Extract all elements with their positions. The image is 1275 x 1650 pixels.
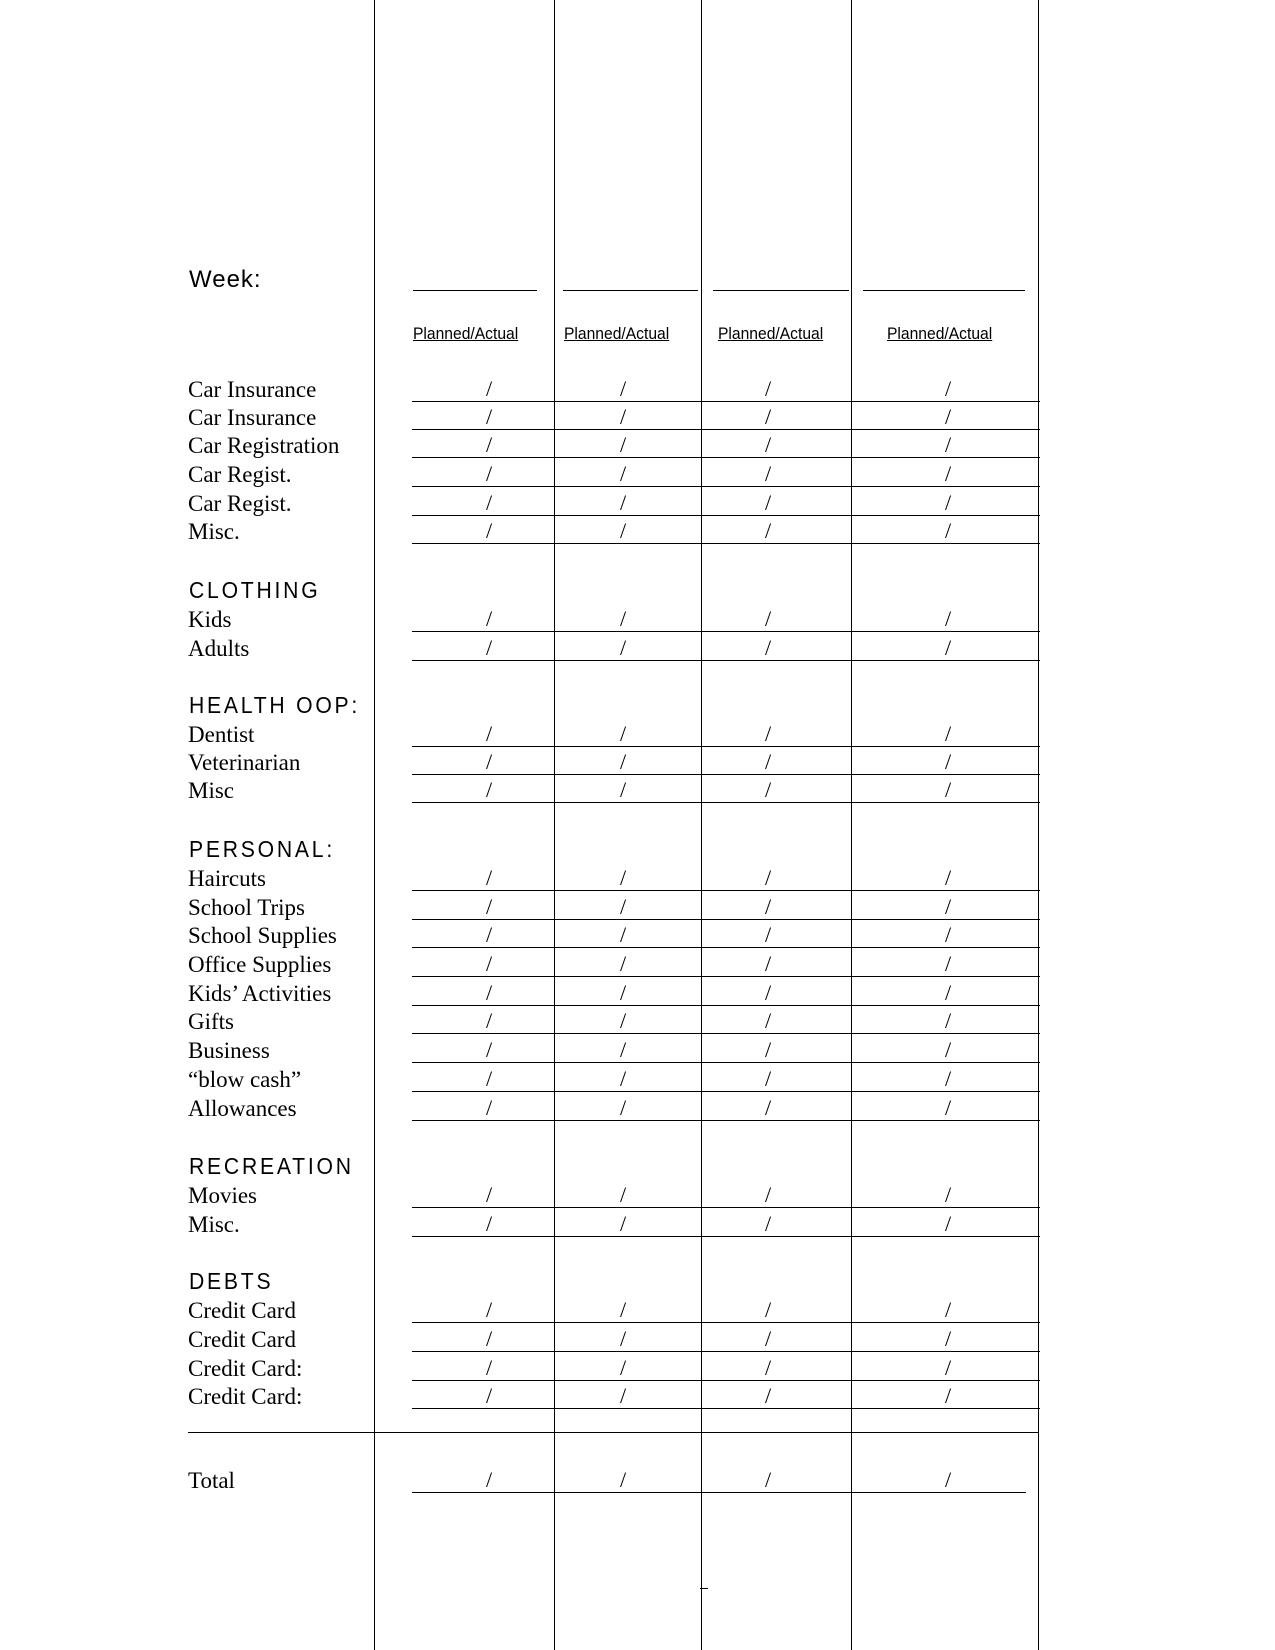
row-slash: / xyxy=(486,1211,493,1236)
row-slash: / xyxy=(945,1326,952,1351)
row-label: Gifts xyxy=(188,1009,234,1034)
row-label: Credit Card: xyxy=(188,1356,303,1381)
column-header-3: Planned/Actual xyxy=(718,324,824,343)
row-entry-line[interactable] xyxy=(412,1236,1040,1237)
row-entry-line[interactable] xyxy=(412,1351,1040,1352)
row-slash: / xyxy=(945,1355,952,1380)
row-slash: / xyxy=(486,606,493,631)
row-slash: / xyxy=(765,1297,772,1322)
row-slash: / xyxy=(620,1037,627,1062)
row-label: Dentist xyxy=(188,722,255,747)
row-entry-line[interactable] xyxy=(412,919,1040,920)
row-slash: / xyxy=(620,490,627,515)
row-slash: / xyxy=(765,404,772,429)
row-slash: / xyxy=(945,1182,952,1207)
row-slash: / xyxy=(765,1383,772,1408)
row-slash: / xyxy=(765,1211,772,1236)
row-entry-line[interactable] xyxy=(412,1322,1040,1323)
row-slash: / xyxy=(765,1037,772,1062)
row-label: Car Registration xyxy=(188,433,340,458)
column-header-1: Planned/Actual xyxy=(413,324,519,343)
week-blank-1[interactable] xyxy=(413,290,537,291)
row-slash: / xyxy=(765,980,772,1005)
row-slash: / xyxy=(486,1066,493,1091)
column-divider-2 xyxy=(554,0,555,1650)
row-slash: / xyxy=(945,1066,952,1091)
row-slash: / xyxy=(765,951,772,976)
row-entry-line[interactable] xyxy=(412,746,1040,747)
row-slash: / xyxy=(765,518,772,543)
row-slash: / xyxy=(620,1326,627,1351)
row-slash: / xyxy=(486,376,493,401)
week-blank-4[interactable] xyxy=(863,290,1025,291)
row-slash: / xyxy=(486,1037,493,1062)
row-slash: / xyxy=(765,1008,772,1033)
row-slash: / xyxy=(486,894,493,919)
row-slash: / xyxy=(486,1383,493,1408)
row-slash: / xyxy=(945,980,952,1005)
row-slash: / xyxy=(486,432,493,457)
row-slash: / xyxy=(945,894,952,919)
row-slash: / xyxy=(486,1297,493,1322)
row-entry-line[interactable] xyxy=(412,631,1040,632)
row-slash: / xyxy=(620,1095,627,1120)
total-separator-line xyxy=(188,1432,1038,1433)
row-slash: / xyxy=(620,721,627,746)
row-slash: / xyxy=(620,606,627,631)
row-slash: / xyxy=(945,606,952,631)
row-slash: / xyxy=(620,376,627,401)
row-slash: / xyxy=(945,1008,952,1033)
column-header-4: Planned/Actual xyxy=(887,324,993,343)
row-entry-line[interactable] xyxy=(412,401,1040,402)
row-label: Kids’ Activities xyxy=(188,981,332,1006)
row-entry-line[interactable] xyxy=(412,429,1040,430)
row-slash: / xyxy=(765,606,772,631)
row-slash: / xyxy=(945,376,952,401)
row-slash: / xyxy=(620,951,627,976)
row-slash: / xyxy=(486,721,493,746)
row-entry-line[interactable] xyxy=(412,1033,1040,1034)
row-label: “blow cash” xyxy=(188,1067,302,1092)
row-label: Car Insurance xyxy=(188,377,317,402)
row-slash: / xyxy=(765,721,772,746)
section-heading: RECREATION xyxy=(189,1153,354,1179)
row-slash: / xyxy=(486,404,493,429)
week-blank-3[interactable] xyxy=(713,290,849,291)
row-slash: / xyxy=(945,404,952,429)
row-slash: / xyxy=(945,951,952,976)
row-slash: / xyxy=(486,749,493,774)
row-slash: / xyxy=(945,721,952,746)
row-slash: / xyxy=(945,865,952,890)
row-label: Haircuts xyxy=(188,866,266,891)
row-label: School Trips xyxy=(188,895,305,920)
row-entry-line[interactable] xyxy=(412,1408,1040,1409)
row-entry-line[interactable] xyxy=(412,1207,1040,1208)
row-entry-line[interactable] xyxy=(412,1380,1040,1381)
row-slash: / xyxy=(620,1355,627,1380)
row-entry-line[interactable] xyxy=(412,486,1040,487)
row-slash: / xyxy=(945,1383,952,1408)
row-entry-line[interactable] xyxy=(412,543,1040,544)
row-slash: / xyxy=(486,518,493,543)
row-slash: / xyxy=(486,980,493,1005)
row-slash: / xyxy=(765,749,772,774)
row-slash: / xyxy=(486,1095,493,1120)
row-entry-line[interactable] xyxy=(412,660,1040,661)
week-label: Week: xyxy=(189,266,262,293)
row-slash: / xyxy=(620,461,627,486)
row-entry-line[interactable] xyxy=(412,457,1040,458)
row-label: Misc. xyxy=(188,1212,240,1237)
row-slash: / xyxy=(620,1383,627,1408)
row-slash: / xyxy=(620,922,627,947)
row-label: Credit Card xyxy=(188,1327,296,1352)
row-slash: / xyxy=(620,1182,627,1207)
row-slash: / xyxy=(945,490,952,515)
row-slash: / xyxy=(945,1211,952,1236)
row-label: Kids xyxy=(188,607,232,632)
row-slash: / xyxy=(486,461,493,486)
row-slash: / xyxy=(620,894,627,919)
row-slash: / xyxy=(945,749,952,774)
row-slash: / xyxy=(765,1066,772,1091)
row-slash: / xyxy=(620,1297,627,1322)
row-slash: / xyxy=(945,1037,952,1062)
row-label: Allowances xyxy=(188,1096,297,1121)
row-slash: / xyxy=(765,490,772,515)
column-header-2: Planned/Actual xyxy=(564,324,670,343)
row-entry-line[interactable] xyxy=(412,976,1040,977)
column-divider-5 xyxy=(1038,0,1039,1650)
row-slash: / xyxy=(945,922,952,947)
row-entry-line[interactable] xyxy=(412,802,1040,803)
total-label: Total xyxy=(188,1468,235,1493)
row-slash: / xyxy=(486,1008,493,1033)
row-slash: / xyxy=(765,461,772,486)
row-slash: / xyxy=(620,635,627,660)
row-slash: / xyxy=(620,1008,627,1033)
section-heading: HEALTH OOP: xyxy=(189,692,361,718)
row-entry-line[interactable] xyxy=(412,1091,1040,1092)
column-divider-4 xyxy=(851,0,852,1650)
row-slash: / xyxy=(486,1355,493,1380)
row-slash: / xyxy=(765,894,772,919)
row-slash: / xyxy=(765,1182,772,1207)
row-slash: / xyxy=(765,376,772,401)
row-slash: / xyxy=(486,490,493,515)
row-slash: / xyxy=(765,922,772,947)
row-label: Movies xyxy=(188,1183,257,1208)
row-slash: / xyxy=(486,865,493,890)
row-label: Misc. xyxy=(188,519,240,544)
row-slash: / xyxy=(945,518,952,543)
row-slash: / xyxy=(945,777,952,802)
row-slash: / xyxy=(945,1095,952,1120)
row-slash: / xyxy=(765,777,772,802)
row-slash: / xyxy=(620,777,627,802)
row-slash: / xyxy=(945,1297,952,1322)
row-slash: / xyxy=(765,1355,772,1380)
row-label: Car Regist. xyxy=(188,491,292,516)
row-entry-line[interactable] xyxy=(412,890,1040,891)
row-slash: / xyxy=(765,635,772,660)
column-divider-1 xyxy=(374,0,375,1650)
row-slash: / xyxy=(620,865,627,890)
row-label: Car Regist. xyxy=(188,462,292,487)
row-slash: / xyxy=(620,749,627,774)
row-label: School Supplies xyxy=(188,923,337,948)
week-blank-2[interactable] xyxy=(563,290,698,291)
row-entry-line[interactable] xyxy=(412,515,1040,516)
row-label: Adults xyxy=(188,636,250,661)
section-heading: DEBTS xyxy=(189,1268,274,1294)
row-slash: / xyxy=(620,980,627,1005)
row-slash: / xyxy=(765,1095,772,1120)
section-heading: CLOTHING xyxy=(189,577,321,603)
row-slash: / xyxy=(620,518,627,543)
total-entry-line[interactable] xyxy=(412,1492,1026,1493)
row-slash: / xyxy=(945,635,952,660)
row-slash: / xyxy=(486,951,493,976)
row-slash: / xyxy=(486,635,493,660)
row-slash: / xyxy=(486,777,493,802)
dash-mark xyxy=(700,1588,708,1589)
total-slash: / xyxy=(486,1467,493,1492)
row-label: Business xyxy=(188,1038,270,1063)
row-slash: / xyxy=(945,432,952,457)
total-slash: / xyxy=(945,1467,952,1492)
row-slash: / xyxy=(620,1066,627,1091)
row-slash: / xyxy=(620,1211,627,1236)
row-slash: / xyxy=(945,461,952,486)
total-slash: / xyxy=(765,1467,772,1492)
row-label: Credit Card: xyxy=(188,1384,303,1409)
row-slash: / xyxy=(620,404,627,429)
row-entry-line[interactable] xyxy=(412,1062,1040,1063)
row-slash: / xyxy=(765,1326,772,1351)
row-slash: / xyxy=(620,432,627,457)
row-entry-line[interactable] xyxy=(412,1120,1040,1121)
row-slash: / xyxy=(486,922,493,947)
total-slash: / xyxy=(620,1467,627,1492)
row-label: Office Supplies xyxy=(188,952,332,977)
row-label: Car Insurance xyxy=(188,405,317,430)
row-entry-line[interactable] xyxy=(412,1005,1040,1006)
row-slash: / xyxy=(486,1182,493,1207)
row-slash: / xyxy=(765,432,772,457)
column-divider-3 xyxy=(701,0,702,1650)
row-entry-line[interactable] xyxy=(412,947,1040,948)
row-label: Credit Card xyxy=(188,1298,296,1323)
row-entry-line[interactable] xyxy=(412,774,1040,775)
section-heading: PERSONAL: xyxy=(189,836,335,862)
row-label: Veterinarian xyxy=(188,750,301,775)
row-label: Misc xyxy=(188,778,234,803)
row-slash: / xyxy=(765,865,772,890)
row-slash: / xyxy=(486,1326,493,1351)
